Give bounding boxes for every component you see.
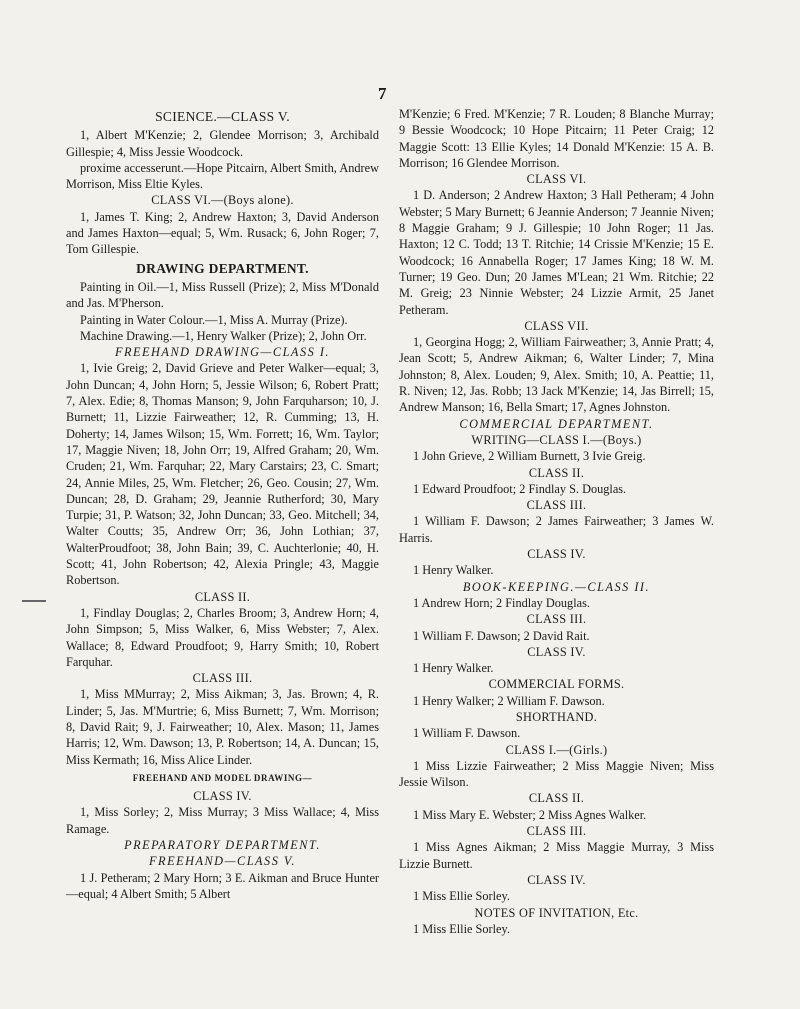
painting-in-oil: Painting in Oil.—1, Miss Russell (Prize); 2, Miss M'Donald and Jas. M'Pherson.	[66, 279, 379, 311]
heading-commercial-department: COMMERCIAL DEPARTMENT.	[459, 416, 654, 431]
heading-commercial-forms: COMMERCIAL FORMS.	[488, 677, 625, 692]
heading-girls-class-ii: CLASS II.	[528, 791, 585, 806]
heading-class-i-girls: CLASS I.—(Girls.)	[505, 742, 608, 757]
right-column	[399, 106, 714, 937]
heading-science-class-v: SCIENCE.—CLASS V.	[155, 109, 290, 124]
writing-class-i-list: 1 John Grieve, 2 William Burnett, 3 Ivie Greig.	[413, 449, 646, 464]
girls-class-iii-list: 1 Miss Agnes Aikman; 2 Miss Maggie Murray, 3 Miss Lizzie Burnett.	[399, 840, 714, 871]
commercial-forms-list: 1 Henry Walker; 2 William F. Dawson.	[413, 693, 605, 708]
heading-book-keeping-class-iii: CLASS III.	[526, 612, 587, 627]
freehand-class-ii-list: 1, Findlay Douglas; 2, Charles Broom; 3, Andrew Horn; 4, John Simpson; 5, Miss Walker, 6, Miss Webster; 7, Alex. Wallace; 8, Edward Proudfoot; 9, Harry Smith; 10, Robert Farquhar.	[66, 605, 379, 669]
class-vi-boys-list: 1, James T. King; 2, Andrew Haxton; 3, David Anderson and James Haxton—equal; 5, Wm. Rusack; 6, John Roger; 7, Tom Gillespie.	[66, 209, 379, 257]
heading-class-iii-freehand: CLASS III.	[192, 671, 253, 686]
heading-freehand-drawing-class-i: FREEHAND DRAWING—CLASS I.	[115, 345, 330, 360]
heading-writing-class-ii: CLASS II.	[528, 465, 585, 480]
heading-freehand-class-v: FREEHAND—CLASS V.	[149, 854, 296, 869]
science-class-v-list: 1, Albert M'Kenzie; 2, Glendee Morrison; 3, Archibald Gillespie; 4, Miss Jessie Woodcock.	[66, 128, 379, 159]
machine-drawing: Machine Drawing.—1, Henry Walker (Prize); 2, John Orr.	[80, 328, 367, 343]
heading-girls-class-iv: CLASS IV.	[527, 872, 586, 887]
writing-class-iv-list: 1 Henry Walker.	[413, 563, 494, 578]
margin-mark	[22, 600, 46, 602]
heading-preparatory-department: PREPARATORY DEPARTMENT.	[124, 838, 321, 853]
proxime-accesserunt: proxime accesserunt.—Hope Pitcairn, Albert Smith, Andrew Morrison, Miss Eltie Kyles.	[66, 160, 379, 192]
science-class-v-continued: M'Kenzie; 6 Fred. M'Kenzie; 7 R. Louden; 8 Blanche Murray; 9 Bessie Woodcock; 10 Hope Pitcairn; 11 Peter Craig; 12 Maggie Scott: 13 Ellie Kyles; 14 Donald M'Kenzie: 15 A. B. Morrison; 16 Glendee Morrison.	[399, 107, 714, 170]
heading-notes-of-invitation: NOTES OF INVITATION, Etc.	[474, 905, 639, 920]
heading-class-ii-freehand: CLASS II.	[194, 589, 251, 604]
left-column	[66, 106, 379, 902]
girls-class-ii-list: 1 Miss Mary E. Webster; 2 Miss Agnes Walker.	[413, 807, 647, 822]
heading-shorthand: SHORTHAND.	[515, 709, 598, 724]
writing-class-iii-list: 1 William F. Dawson; 2 James Fairweather; 3 James W. Harris.	[399, 514, 714, 545]
notes-of-invitation-list: 1 Miss Ellie Sorley.	[413, 921, 510, 936]
girls-class-iv-list: 1 Miss Ellie Sorley.	[413, 889, 510, 904]
heading-class-vi-prep: CLASS VI.	[526, 172, 587, 187]
heading-book-keeping-class-ii: BOOK-KEEPING.—CLASS II.	[462, 579, 651, 594]
freehand-class-iii-list: 1, Miss MMurray; 2, Miss Aikman; 3, Jas. Brown; 4, R. Linder; 5, Jas. M'Murtrie; 6, Miss Burnett; 7, Wm. Morrison; 8, David Rait; 9, J. Fairweather; 10, Alex. Mason; 11, James Harris; 12, Wm. Dawson; 13, P. Robertson; 14, A. Duncan; 15, Miss Kermath; 16, Miss Alice Linder.	[66, 687, 379, 767]
prep-class-vii-list: 1, Georgina Hogg; 2, William Fairweather; 3, Annie Pratt; 4, Jean Scott; 5, Andrew Aikman; 6, Walter Linder; 7, Mina Johnston; 8, Alex. Louden; 9, Alex. Smith; 10, A. Peattie; 11, R. Niven; 12, Jas. Robb; 13 Jack M'Kenzie; 14, Jas Birrell; 15, Andrew Manson; 16, Bella Smart; 17, Agnes Johnston.	[399, 335, 714, 415]
book-keeping-class-ii-list: 1 Andrew Horn; 2 Findlay Douglas.	[413, 595, 590, 610]
painting-in-water-colour: Painting in Water Colour.—1, Miss A. Murray (Prize).	[80, 312, 348, 327]
writing-class-ii-list: 1 Edward Proudfoot; 2 Findlay S. Douglas.	[413, 481, 627, 496]
heading-class-vii-prep: CLASS VII.	[524, 318, 589, 333]
preparatory-class-v-list: 1 J. Petheram; 2 Mary Horn; 3 E. Aikman and Bruce Hunter—equal; 4 Albert Smith; 5 Albert	[66, 870, 379, 901]
freehand-class-i-list: 1, Ivie Greig; 2, David Grieve and Peter Walker—equal; 3, John Duncan; 4, John Horn; 5, Jessie Wilson; 6, Robert Pratt; 7, Alex. Edie; 8, Thomas Manson; 9, John Farquharson; 10, J. Burnett; 11, Lizzie Fairweather; 12, R. Cumming; 13, H. Doherty; 14, James Wilson; 15, Wm. Forrett; 16, Wm. Taylor; 17, Maggie Niven; 18, John Orr; 19, Alfred Graham; 20, Wm. Cruden; 21, Wm. Farquhar; 22, Mary Carstairs; 23, C. Smart; 24, Annie Miles, 25, Wm. Fletcher; 26, Geo. Cousin; 27, Wm. Duncan; 28, D. Graham; 29, Jeannie Rutherford; 30, Mary Turpie; 31, P. Watson; 32, John Duncan; 33, Geo. Mitchell; 34, Walter Coutts; 35, Andrew Orr; 36, John Lothian; 37, WalterProudfoot; 38, John Bain; 39, C. Auchterlonie; 40, H. Scott; 41, John Robertson; 42, Alexia Pringle; 43, Maggie Robertson.	[66, 361, 379, 588]
heading-drawing-department: DRAWING DEPARTMENT.	[136, 260, 309, 276]
heading-freehand-and-model-drawing: FREEHAND AND MODEL DRAWING—	[132, 772, 313, 783]
heading-girls-class-iii: CLASS III.	[526, 824, 587, 839]
page-number: 7	[378, 84, 387, 103]
heading-writing-class-i-boys: WRITING—CLASS I.—(Boys.)	[471, 432, 642, 447]
heading-class-vi-boys: CLASS VI.—(Boys alone).	[151, 193, 294, 208]
prep-class-vi-list: 1 D. Anderson; 2 Andrew Haxton; 3 Hall Petheram; 4 John Webster; 5 Mary Burnett; 6 Jeannie Anderson; 7 Jeannie Niven; 8 Maggie Graham; 9 J. Gillespie; 10 John Roger; 11 Jas. Haxton; 12 C. Todd; 13 T. Ritchie; 14 Crissie M'Kenzie; 15 E. Woodcock; 16 Annabella Roger; 17 James King; 18 W. M. Turner; 19 Geo. Dun; 20 James M'Lean; 21 Wm. Ritchie; 22 M. Greig; 23 Ninnie Webster; 24 Lizzie Armit, 25 Janet Petheram.	[399, 188, 714, 317]
model-class-iv-list: 1, Miss Sorley; 2, Miss Murray; 3 Miss Wallace; 4, Miss Ramage.	[66, 805, 379, 836]
book-keeping-class-iii-list: 1 William F. Dawson; 2 David Rait.	[413, 628, 590, 643]
girls-class-i-list: 1 Miss Lizzie Fairweather; 2 Miss Maggie Niven; Miss Jessie Wilson.	[399, 758, 714, 790]
heading-book-keeping-class-iv: CLASS IV.	[527, 644, 586, 659]
book-keeping-class-iv-list: 1 Henry Walker.	[413, 661, 494, 676]
heading-writing-class-iii: CLASS III.	[526, 498, 587, 513]
heading-writing-class-iv: CLASS IV.	[527, 547, 586, 562]
shorthand-list: 1 William F. Dawson.	[413, 726, 521, 741]
heading-class-iv-model: CLASS IV.	[193, 789, 252, 804]
